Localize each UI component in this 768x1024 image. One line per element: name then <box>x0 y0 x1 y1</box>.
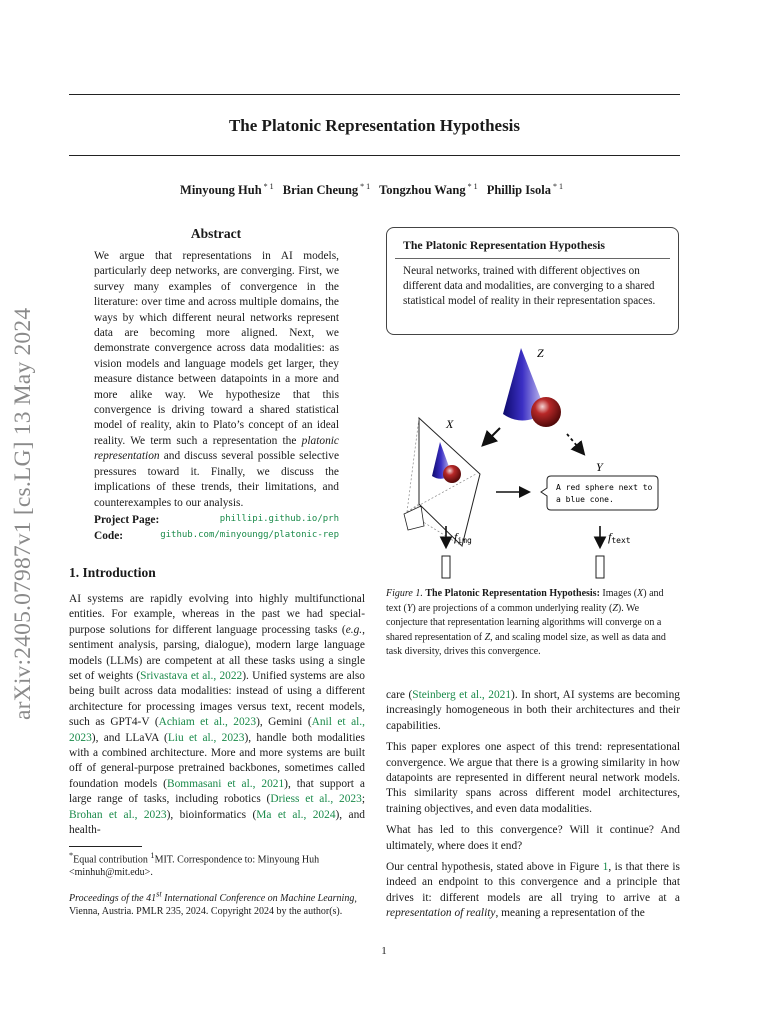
image-representation-vector <box>442 556 450 578</box>
abstract-body <box>94 249 339 511</box>
author-name: Tongzhou Wang <box>379 183 466 198</box>
intro-emphasis: e.g. <box>345 623 363 636</box>
paragraph-emphasis: representation of reality <box>386 907 496 920</box>
author-name: Brian Cheung <box>282 183 359 198</box>
caption-text: ) are projections of a common underlying reality ( <box>412 602 613 614</box>
citation-link[interactable]: Achiam et al., 2023 <box>158 716 257 729</box>
title-bottom-rule <box>69 155 680 156</box>
intro-text: ). Unified systems are also being built across data modalities: instead of using a different architecture for processing images versus text, recent models, such as GPT4-V ( <box>69 670 365 729</box>
caption-symbol: Y <box>406 602 413 614</box>
code-label: Code: <box>94 530 124 542</box>
hypothesis-box-divider <box>395 258 670 259</box>
bubble-text-line: A red sphere next to <box>556 483 653 492</box>
figure-ref-link[interactable]: 1 <box>602 861 609 874</box>
label-y: Y <box>596 460 603 474</box>
label-x: X <box>446 417 454 431</box>
caption-text: ) and text ( <box>386 588 664 614</box>
citation-link[interactable]: Srivastava et al., 2022 <box>140 670 243 683</box>
bubble-text-line: a blue cone. <box>556 495 614 504</box>
intro-text: ), that support a large range of tasks, including robotics ( <box>69 777 365 806</box>
code-row <box>94 530 339 546</box>
proceedings-text: st <box>156 890 162 899</box>
introduction-heading: 1. Introduction <box>69 565 156 580</box>
footnote-mark: * <box>69 851 74 860</box>
code-link[interactable]: github.com/minyoungg/platonic-rep <box>160 530 339 540</box>
citation-link[interactable]: Ma et al., 2024 <box>256 808 336 821</box>
footnote-mark: 1 <box>150 851 155 860</box>
citation-link[interactable]: Anil et al., 2023 <box>69 716 365 744</box>
caption-text: , and scaling model size, as well as data and task diversity, drives this convergence. <box>386 631 666 657</box>
hypothesis-box <box>386 227 679 335</box>
citation-link[interactable]: Steinberg et al., 2021 <box>412 689 512 701</box>
citation-link[interactable]: Driess et al., 2023 <box>270 793 362 806</box>
paragraph: This paper explores one aspect of this trend: representational convergence. We argue that there is a growing similarity in how datapoints are represented in different neural network models. This similarity spans across different model architectures, training objectives, and even data modalities. <box>386 741 680 815</box>
caption-text: Images ( <box>599 588 638 599</box>
intro-text: ), bioinformatics ( <box>166 808 257 821</box>
author-affiliation-mark: * 1 <box>263 182 274 191</box>
intro-text: ), and health- <box>69 808 365 837</box>
intro-text: ), Gemini ( <box>256 716 312 729</box>
project-page-label: Project Page: <box>94 514 160 526</box>
proceedings-text: , Vienna, Austria. PMLR 235, 2024. Copyright 2024 by the author(s). <box>69 893 357 918</box>
citation-link[interactable]: Brohan et al., 2023 <box>69 808 167 821</box>
abstract-links <box>94 514 339 546</box>
author-list <box>69 182 680 198</box>
top-rule <box>69 94 680 95</box>
abstract-heading: Abstract <box>190 226 242 241</box>
arrow-to-x <box>484 428 500 444</box>
camera-shape <box>404 506 424 530</box>
paragraph-text: , meaning a representation of the <box>495 907 645 920</box>
proceedings-note <box>69 888 365 918</box>
paragraph-text: , is that there is indeed an endpoint to this convergence and a principle that drives it: different models are all trying to arrive at a <box>386 861 680 904</box>
right-column-body <box>386 688 680 928</box>
caption-symbol: Z <box>484 631 491 643</box>
citation-link[interactable]: Bommasani et al., 2021 <box>166 777 285 790</box>
caption-title: The Platonic Representation Hypothesis: <box>425 588 600 599</box>
project-page-row <box>94 514 339 530</box>
label-z: Z <box>537 346 544 360</box>
footnote-text: MIT. Correspondence to: Minyoung Huh <minhuh@mit.edu>. <box>69 854 320 879</box>
author-affiliation-mark: * 1 <box>467 182 478 191</box>
text-speech-bubble <box>541 476 658 510</box>
arrow-to-y <box>567 434 583 453</box>
citation-link[interactable]: Liu et al., 2023 <box>167 731 245 744</box>
project-page-link[interactable]: phillipi.github.io/prh <box>219 514 339 524</box>
paragraph <box>386 860 680 922</box>
paragraph-text: ). In short, AI systems are becoming increasingly homogeneous in both their architectures and their capabilities. <box>386 689 680 732</box>
paragraph <box>386 688 680 734</box>
proceedings-text: International Conference on Machine Learning <box>161 893 355 905</box>
footnote-rule <box>69 846 142 847</box>
footnote <box>69 849 365 879</box>
intro-text: ), handle both modalities with a combined architecture. More and more systems are built off of general-purpose pretrained backbones, sometimes called foundation models ( <box>69 731 365 790</box>
paragraph-text: Our central hypothesis, stated above in Figure <box>386 861 603 874</box>
proceedings-text: Proceedings of the <box>69 893 147 905</box>
abstract-emphasis: platonic representation <box>94 434 339 463</box>
footnote-text: Equal contribution <box>73 854 151 866</box>
introduction-body <box>69 592 365 839</box>
proceedings-text: 41 <box>146 893 157 905</box>
f-text-label: ftext <box>608 530 631 545</box>
hypothesis-box-text: Neural networks, trained with different objectives on different data and modalities, are converging to a shared statistical model of reality in their representation spaces. <box>403 265 656 307</box>
f-img-label: fimg <box>454 530 472 545</box>
figure-1-caption <box>386 587 680 660</box>
projected-sphere <box>443 465 461 483</box>
paragraph: What has led to this convergence? Will it continue? And ultimately, where does it end? <box>386 824 680 852</box>
sphere-shape <box>531 397 561 427</box>
author-affiliation-mark: * 1 <box>552 182 563 191</box>
figure-1 <box>386 336 680 584</box>
caption-text: ). We conjecture that representation learning algorithms will converge on a shared representation of <box>386 602 662 643</box>
author-affiliation-mark: * 1 <box>360 182 371 191</box>
intro-text: AI systems are rapidly evolving into highly multifunctional entities. For example, whereas in the past we had special-purpose solutions for different language processing tasks ( <box>69 593 365 636</box>
author-name: Minyoung Huh <box>180 183 262 198</box>
intro-text: ), and LLaVA ( <box>91 731 168 744</box>
paper-title: The Platonic Representation Hypothesis <box>228 116 521 135</box>
caption-label: Figure 1. <box>386 588 423 599</box>
author-name: Phillip Isola <box>486 183 551 198</box>
caption-symbol: Z <box>612 602 618 614</box>
hypothesis-box-title: The Platonic Representation Hypothesis <box>403 238 605 252</box>
caption-symbol: X <box>637 588 644 599</box>
page-number: 1 <box>381 945 387 957</box>
paragraph-text: care ( <box>386 689 413 701</box>
figure-1-diagram <box>386 336 680 584</box>
abstract-text: and discuss several possible selective pressures toward it. Finally, we discuss the implications of these trends, their limitations, and counterexamples to our analysis. <box>94 450 339 509</box>
intro-text: , sentiment analysis, parsing, dialogue), modern large language models (LLMs) are competent at all these tasks using a single set of weights ( <box>69 623 365 683</box>
projection-line <box>407 418 419 512</box>
intro-text: ; <box>361 793 365 806</box>
text-representation-vector <box>596 556 604 578</box>
abstract-text: We argue that representations in AI models, particularly deep networks, are converging. First, we survey many examples of convergence in the literature: over time and across multiple domains, the ways by which different neural networks represent data are becoming more aligned. Next, we demonstrate convergence across data modalities: as vision models and language models get larger, they measure distance between datapoints in a more and more alike way. We hypothesize that this convergence is driving toward a shared statistical model of reality, akin to Plato’s concept of an ideal reality. We term such a representation the <box>94 250 339 447</box>
arxiv-watermark: arXiv:2405.07987v1 [cs.LG] 13 May 2024 <box>10 307 36 720</box>
